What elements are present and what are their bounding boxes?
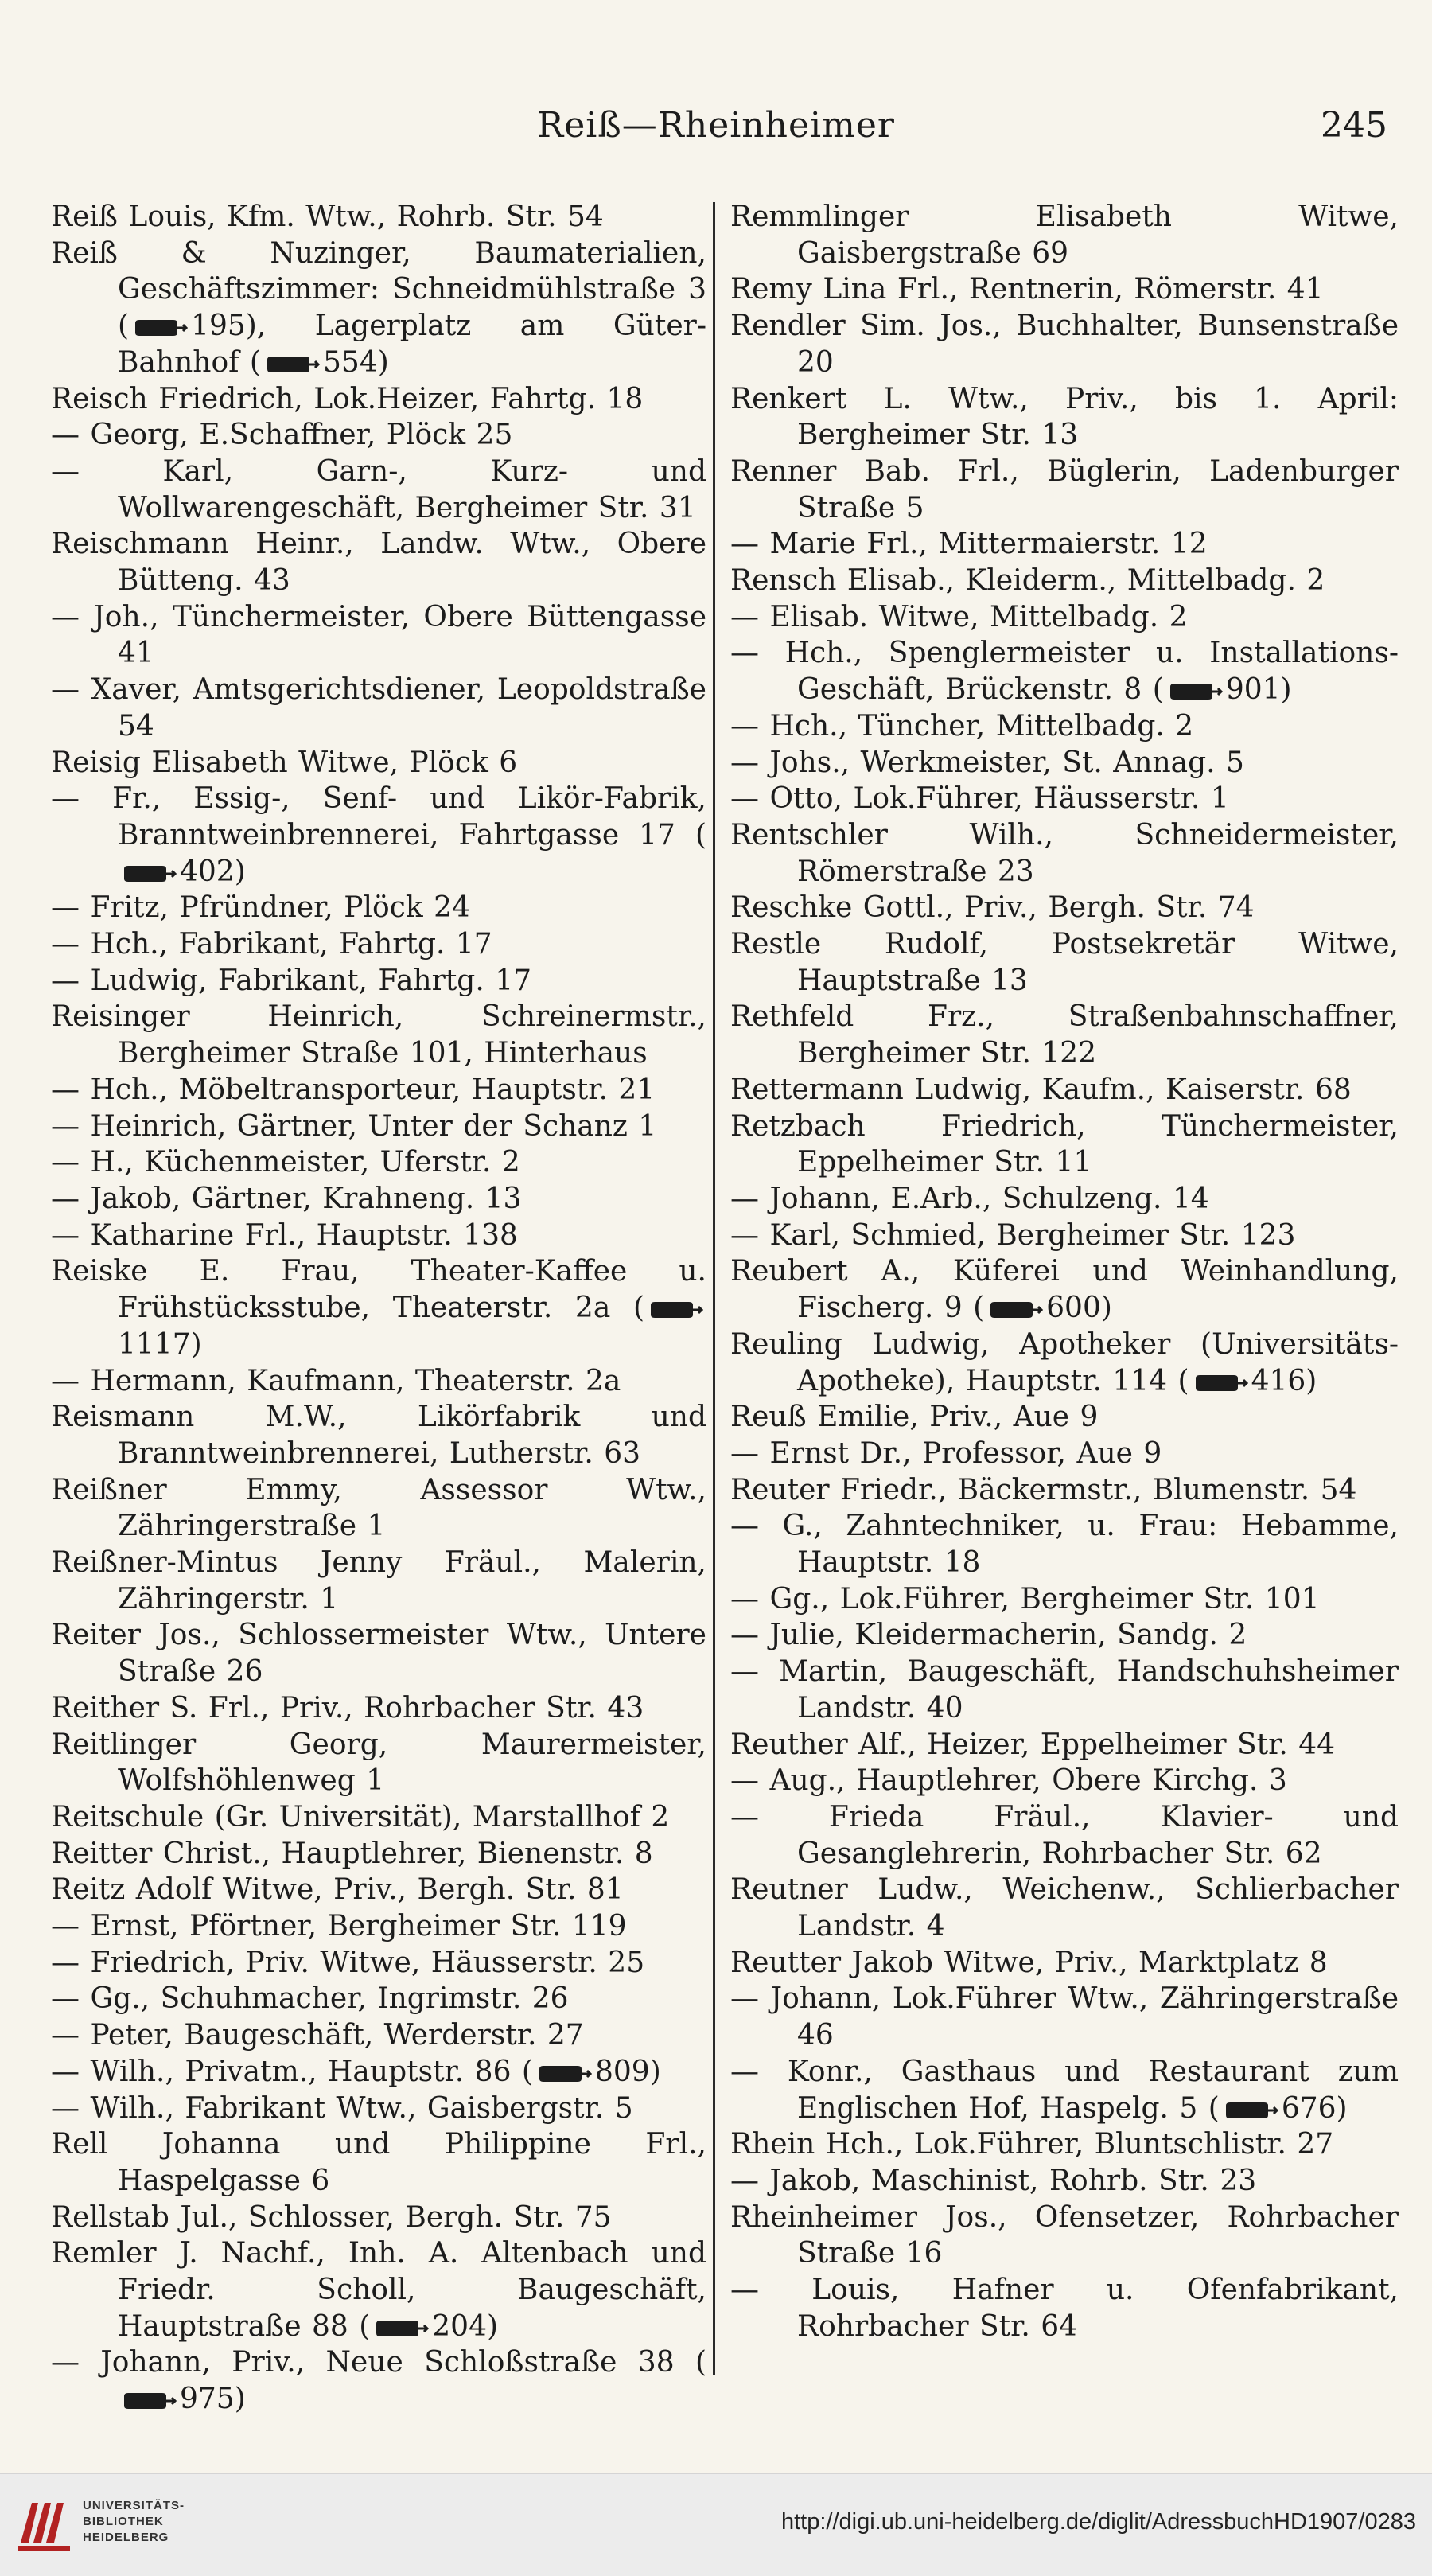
directory-entry: [730, 1981, 1399, 2053]
entry-text: — Ernst Dr., Professor, Aue 9: [730, 1436, 1162, 1470]
directory-entry: [51, 2017, 706, 2054]
directory-entry: [51, 1472, 706, 1545]
entry-text: Reisig Elisabeth Witwe, Plöck 6: [51, 746, 518, 779]
directory-entry: [51, 2126, 706, 2199]
library-name: [83, 2498, 185, 2546]
directory-entry: [730, 745, 1399, 781]
directory-entry: [51, 2200, 706, 2236]
directory-entry: [730, 781, 1399, 817]
telephone-symbol-icon: [1223, 2100, 1278, 2121]
entry-text: — Johs., Werkmeister, St. Annag. 5: [730, 746, 1244, 779]
entry-text: Remy Lina Frl., Rentnerin, Römerstr. 41: [730, 273, 1324, 306]
entry-text: Reismann M.W., Likörfabrik und Branntweinbrennerei, Lutherstr. 63: [51, 1401, 706, 1470]
entry-text: Reischmann Heinr., Landw. Wtw., Obere Bütteng. 43: [51, 528, 706, 598]
directory-entry: [730, 1508, 1399, 1580]
directory-entry: [51, 1690, 706, 1727]
directory-entry: [730, 1436, 1399, 1472]
phone-number: 554: [322, 345, 378, 379]
directory-entry: [51, 1109, 706, 1145]
directory-entry: [51, 1144, 706, 1181]
directory-entry: [730, 817, 1399, 890]
entry-text: — Konr., Gasthaus und Restaurant zum Englischen Hof, Haspelg. 5 (: [730, 2055, 1399, 2125]
entry-text: — Marie Frl., Mittermaierstr. 12: [730, 528, 1208, 561]
entry-text: Rethfeld Frz., Straßenbahnschaffner, Bergheimer Str. 122: [730, 1000, 1399, 1070]
entry-text: Reiß & Nuzinger, Baumaterialien, Geschäftszimmer: Schneidmühlstraße 3 (: [51, 236, 706, 343]
entry-text: Reitlinger Georg, Maurermeister, Wolfshöhlenweg 1: [51, 1728, 706, 1798]
telephone-symbol-icon: [121, 863, 177, 884]
directory-entry: [730, 1581, 1399, 1618]
entry-text: — Martin, Baugeschäft, Handschuhsheimer Landstr. 40: [730, 1655, 1399, 1724]
entry-text: — Georg, E.Schaffner, Plöck 25: [51, 419, 513, 452]
directory-entry: [730, 1181, 1399, 1218]
telephone-symbol-icon: [648, 1300, 703, 1320]
entry-text: Reißner Emmy, Assessor Wtw., Zähringerstraße 1: [51, 1473, 706, 1543]
directory-entry: [730, 1872, 1399, 1944]
entry-text: Reuter Friedr., Bäckermstr., Blumenstr. 54: [730, 1473, 1357, 1506]
directory-entry: [730, 635, 1399, 707]
directory-entry: [51, 890, 706, 926]
entry-text: — Fr., Essig-, Senf- und Likör-Fabrik, Branntweinbrennerei, Fahrtgasse 17 (: [51, 782, 706, 852]
entry-text: ): [190, 1327, 202, 1361]
directory-entry: [730, 890, 1399, 926]
entry-text: — Frieda Fräul., Klavier- und Gesanglehrerin, Rohrbacher Str. 62: [730, 1800, 1399, 1870]
directory-entry: [730, 563, 1399, 599]
entry-text: — Friedrich, Priv. Witwe, Häusserstr. 25: [51, 1946, 645, 1979]
directory-entry: [51, 1399, 706, 1471]
entry-text: Reißner-Mintus Jenny Fräul., Malerin, Zähringerstr. 1: [51, 1546, 706, 1615]
entry-text: ): [649, 2055, 661, 2088]
entry-text: ): [1306, 1364, 1317, 1397]
directory-entry: [730, 1654, 1399, 1726]
entry-text: — Elisab. Witwe, Mittelbadg. 2: [730, 600, 1188, 633]
entry-text: Renner Bab. Frl., Büglerin, Ladenburger Straße 5: [730, 454, 1399, 524]
entry-text: — Ludwig, Fabrikant, Fahrtg. 17: [51, 964, 532, 997]
page-title: Reiß—Rheinheimer: [537, 105, 895, 146]
telephone-symbol-icon: [121, 2391, 177, 2411]
entry-text: Rell Johanna und Philippine Frl., Haspelgasse 6: [51, 2128, 706, 2197]
directory-entry: [730, 1253, 1399, 1326]
entry-text: Reiß Louis, Kfm. Wtw., Rohrb. Str. 54: [51, 201, 604, 233]
entry-text: — Hch., Möbeltransporteur, Hauptstr. 21: [51, 1073, 656, 1106]
entry-text: — Hermann, Kaufmann, Theaterstr. 2a: [51, 1364, 621, 1397]
directory-entry: [730, 2054, 1399, 2126]
directory-entry: [51, 199, 706, 236]
directory-entry: [51, 1545, 706, 1617]
entry-text: — Louis, Hafner u. Ofenfabrikant, Rohrbacher Str. 64: [730, 2274, 1399, 2343]
directory-entry: [51, 1253, 706, 1362]
entry-text: Rendler Sim. Jos., Buchhalter, Bunsenstraße 20: [730, 310, 1399, 379]
entry-text: ): [377, 345, 389, 379]
entry-text: Reiter Jos., Schlossermeister Wtw., Untere Straße 26: [51, 1619, 706, 1689]
directory-entry: [51, 781, 706, 890]
entry-text: — Karl, Garn-, Kurz- und Wollwarengeschäft, Bergheimer Str. 31: [51, 454, 706, 524]
directory-entry: [51, 2344, 706, 2417]
phone-number: 809: [594, 2055, 650, 2088]
library-line: HEIDELBERG: [83, 2531, 169, 2544]
entry-text: — Hch., Tüncher, Mittelbadg. 2: [730, 709, 1194, 742]
source-url-link[interactable]: http://digi.ub.uni-heidelberg.de/diglit/AdressbuchHD1907/0283: [780, 2509, 1416, 2535]
directory-entry: [51, 417, 706, 454]
entry-text: — Julie, Kleidermacherin, Sandg. 2: [730, 1619, 1247, 1652]
entry-text: ), Lagerplatz am Güter-Bahnhof (: [118, 310, 706, 379]
directory-entry: [51, 926, 706, 963]
directory-entry: [51, 1799, 706, 1836]
entry-text: — Gg., Schuhmacher, Ingrimstr. 26: [51, 1982, 569, 2016]
entry-text: ): [1100, 1292, 1112, 1325]
entry-text: ): [1280, 673, 1292, 707]
directory-entry: [51, 1981, 706, 2017]
directory-entry: [51, 1908, 706, 1945]
phone-number: 901: [1225, 673, 1281, 707]
entry-text: Reuß Emilie, Priv., Aue 9: [730, 1401, 1099, 1434]
entry-text: — Heinrich, Gärtner, Unter der Schanz 1: [51, 1109, 657, 1143]
directory-entry: [730, 526, 1399, 563]
directory-entry: [51, 672, 706, 744]
entry-text: — Wilh., Fabrikant Wtw., Gaisbergstr. 5: [51, 2091, 633, 2125]
entry-text: — Johann, Lok.Führer Wtw., Zähringerstraße 46: [730, 1982, 1399, 2052]
entry-text: Reiske E. Frau, Theater-Kaffee u. Frühstücksstube, Theaterstr. 2a (: [51, 1255, 706, 1325]
entry-text: Remler J. Nachf., Inh. A. Altenbach und Friedr. Scholl, Baugeschäft, Hauptstraße 88 (: [51, 2237, 706, 2343]
directory-entry: [730, 2126, 1399, 2163]
telephone-symbol-icon: [536, 2064, 592, 2084]
directory-entry: [51, 1617, 706, 1689]
directory-entry: [730, 999, 1399, 1071]
entry-text: Reitz Adolf Witwe, Priv., Bergh. Str. 81: [51, 1873, 624, 1907]
directory-entry: [730, 926, 1399, 999]
directory-entry: [51, 963, 706, 1000]
entry-text: Reutter Jakob Witwe, Priv., Marktplatz 8: [730, 1946, 1328, 1979]
directory-entry: [51, 236, 706, 381]
entry-text: Rellstab Jul., Schlosser, Bergh. Str. 75: [51, 2200, 612, 2234]
entry-text: Retzbach Friedrich, Tünchermeister, Eppelheimer Str. 11: [730, 1109, 1399, 1179]
directory-entry: [730, 1799, 1399, 1872]
phone-number: 195: [191, 310, 246, 343]
directory-entry: [730, 199, 1399, 271]
directory-entry: [51, 1181, 706, 1218]
directory-entry: [730, 1399, 1399, 1436]
entry-text: Rettermann Ludwig, Kaufm., Kaiserstr. 68: [730, 1073, 1352, 1106]
entry-text: Rheinheimer Jos., Ofensetzer, Rohrbacher Straße 16: [730, 2200, 1399, 2270]
entry-text: ): [234, 2383, 246, 2416]
directory-entry: [51, 745, 706, 781]
entry-text: Reuling Ludwig, Apotheker (Universitäts-Apotheke), Hauptstr. 114 (: [730, 1327, 1399, 1397]
telephone-symbol-icon: [132, 318, 188, 338]
entry-text: — Ernst, Pförtner, Bergheimer Str. 119: [51, 1910, 627, 1943]
directory-entry: [730, 2163, 1399, 2200]
directory-entry: [51, 1072, 706, 1109]
entry-text: — Peter, Baugeschäft, Werderstr. 27: [51, 2019, 584, 2052]
directory-entry: [51, 526, 706, 598]
telephone-symbol-icon: [373, 2318, 429, 2339]
left-column: [51, 199, 706, 2418]
directory-entry: [51, 1363, 706, 1400]
library-line: BIBLIOTHEK: [83, 2515, 164, 2528]
page-number: 245: [1321, 105, 1387, 146]
entry-text: Reitschule (Gr. Universität), Marstallhof 2: [51, 1800, 670, 1834]
directory-entry: [730, 1327, 1399, 1399]
directory-entry: [730, 454, 1399, 526]
directory-entry: [51, 2054, 706, 2091]
entry-text: Reubert A., Küferei und Weinhandlung, Fischerg. 9 (: [730, 1255, 1399, 1325]
directory-entry: [51, 1836, 706, 1873]
directory-entry: [51, 599, 706, 672]
entry-text: — H., Küchenmeister, Uferstr. 2: [51, 1146, 520, 1179]
directory-entry: [730, 381, 1399, 454]
phone-number: 676: [1281, 2091, 1337, 2125]
phone-number: 416: [1251, 1364, 1306, 1397]
telephone-symbol-icon: [264, 354, 320, 375]
entry-text: Reutner Ludw., Weichenw., Schlierbacher Landstr. 4: [730, 1873, 1399, 1943]
entry-text: Renkert L. Wtw., Priv., bis 1. April: Bergheimer Str. 13: [730, 382, 1399, 452]
entry-text: — Gg., Lok.Führer, Bergheimer Str. 101: [730, 1582, 1320, 1615]
directory-entry: [51, 1945, 706, 1982]
column-divider: [713, 202, 715, 2375]
entry-text: ): [234, 855, 246, 888]
directory-entry: [730, 708, 1399, 745]
library-line: UNIVERSITÄTS-: [83, 2499, 185, 2512]
entry-text: Reither S. Frl., Priv., Rohrbacher Str. 43: [51, 1691, 644, 1724]
directory-entry: [51, 2235, 706, 2344]
directory-entry: [51, 999, 706, 1071]
entry-text: Rentschler Wilh., Schneidermeister, Römerstraße 23: [730, 818, 1399, 888]
entry-text: Reitter Christ., Hauptlehrer, Bienenstr. 8: [51, 1837, 653, 1870]
phone-number: 402: [180, 855, 235, 888]
directory-entry: [51, 1872, 706, 1908]
entry-text: Reisch Friedrich, Lok.Heizer, Fahrtg. 18: [51, 382, 644, 415]
phone-number: 600: [1046, 1292, 1101, 1325]
entry-text: — Katharine Frl., Hauptstr. 138: [51, 1218, 518, 1252]
directory-entry: [730, 1945, 1399, 1982]
telephone-symbol-icon: [1167, 681, 1223, 702]
phone-number: 975: [180, 2383, 235, 2416]
entry-text: — Otto, Lok.Führer, Häusserstr. 1: [730, 782, 1229, 816]
entry-text: Restle Rudolf, Postsekretär Witwe, Hauptstraße 13: [730, 928, 1399, 997]
entry-text: — Hch., Fabrikant, Fahrtg. 17: [51, 928, 492, 961]
directory-entry: [730, 271, 1399, 308]
entry-text: — Johann, E.Arb., Schulzeng. 14: [730, 1182, 1209, 1215]
directory-entry: [730, 1109, 1399, 1181]
directory-entry: [730, 1727, 1399, 1763]
entry-text: Reschke Gottl., Priv., Bergh. Str. 74: [730, 891, 1255, 925]
entry-text: — G., Zahntechniker, u. Frau: Hebamme, Hauptstr. 18: [730, 1510, 1399, 1580]
university-library-logo-icon: [14, 2492, 76, 2554]
entry-text: — Xaver, Amtsgerichtsdiener, Leopoldstraße 54: [51, 673, 706, 742]
directory-entry: [730, 2200, 1399, 2272]
telephone-symbol-icon: [987, 1300, 1043, 1320]
entry-text: ): [486, 2309, 499, 2343]
telephone-symbol-icon: [1193, 1373, 1248, 1393]
directory-entry: [51, 1727, 706, 1799]
directory-entry: [730, 2272, 1399, 2344]
directory-entry: [730, 1617, 1399, 1654]
directory-entry: [51, 1218, 706, 1254]
directory-entry: [51, 381, 706, 418]
phone-number: 1117: [118, 1327, 191, 1361]
entry-text: Rensch Elisab., Kleiderm., Mittelbadg. 2: [730, 564, 1325, 598]
entry-text: — Jakob, Gärtner, Krahneng. 13: [51, 1182, 522, 1215]
directory-entry: [730, 308, 1399, 380]
directory-entry: [51, 2091, 706, 2127]
directory-entry: [730, 1763, 1399, 1799]
directory-entry: [730, 1072, 1399, 1109]
entry-text: — Joh., Tünchermeister, Obere Büttengasse 41: [51, 600, 706, 670]
entry-text: — Karl, Schmied, Bergheimer Str. 123: [730, 1218, 1296, 1252]
right-column: [730, 199, 1399, 2344]
entry-text: Reuther Alf., Heizer, Eppelheimer Str. 44: [730, 1728, 1336, 1761]
entry-text: — Fritz, Pfründner, Plöck 24: [51, 891, 470, 925]
entry-text: — Johann, Priv., Neue Schloßstraße 38 (: [51, 2346, 706, 2379]
entry-text: — Wilh., Privatm., Hauptstr. 86 (: [51, 2055, 533, 2088]
directory-entry: [730, 599, 1399, 636]
entry-text: ): [1336, 2091, 1348, 2125]
entry-text: — Hch., Spenglermeister u. Installations-Geschäft, Brückenstr. 8 (: [730, 637, 1399, 707]
directory-entry: [51, 454, 706, 526]
directory-entry: [730, 1472, 1399, 1509]
entry-text: — Jakob, Maschinist, Rohrb. Str. 23: [730, 2164, 1257, 2197]
entry-text: Remmlinger Elisabeth Witwe, Gaisbergstraße 69: [730, 201, 1399, 270]
footer-bar: [0, 2473, 1432, 2576]
entry-text: Rhein Hch., Lok.Führer, Bluntschlistr. 27: [730, 2128, 1334, 2161]
phone-number: 204: [432, 2309, 487, 2343]
entry-text: Reisinger Heinrich, Schreinermstr., Bergheimer Straße 101, Hinterhaus: [51, 1000, 706, 1070]
entry-text: — Aug., Hauptlehrer, Obere Kirchg. 3: [730, 1764, 1287, 1798]
directory-entry: [730, 1218, 1399, 1254]
